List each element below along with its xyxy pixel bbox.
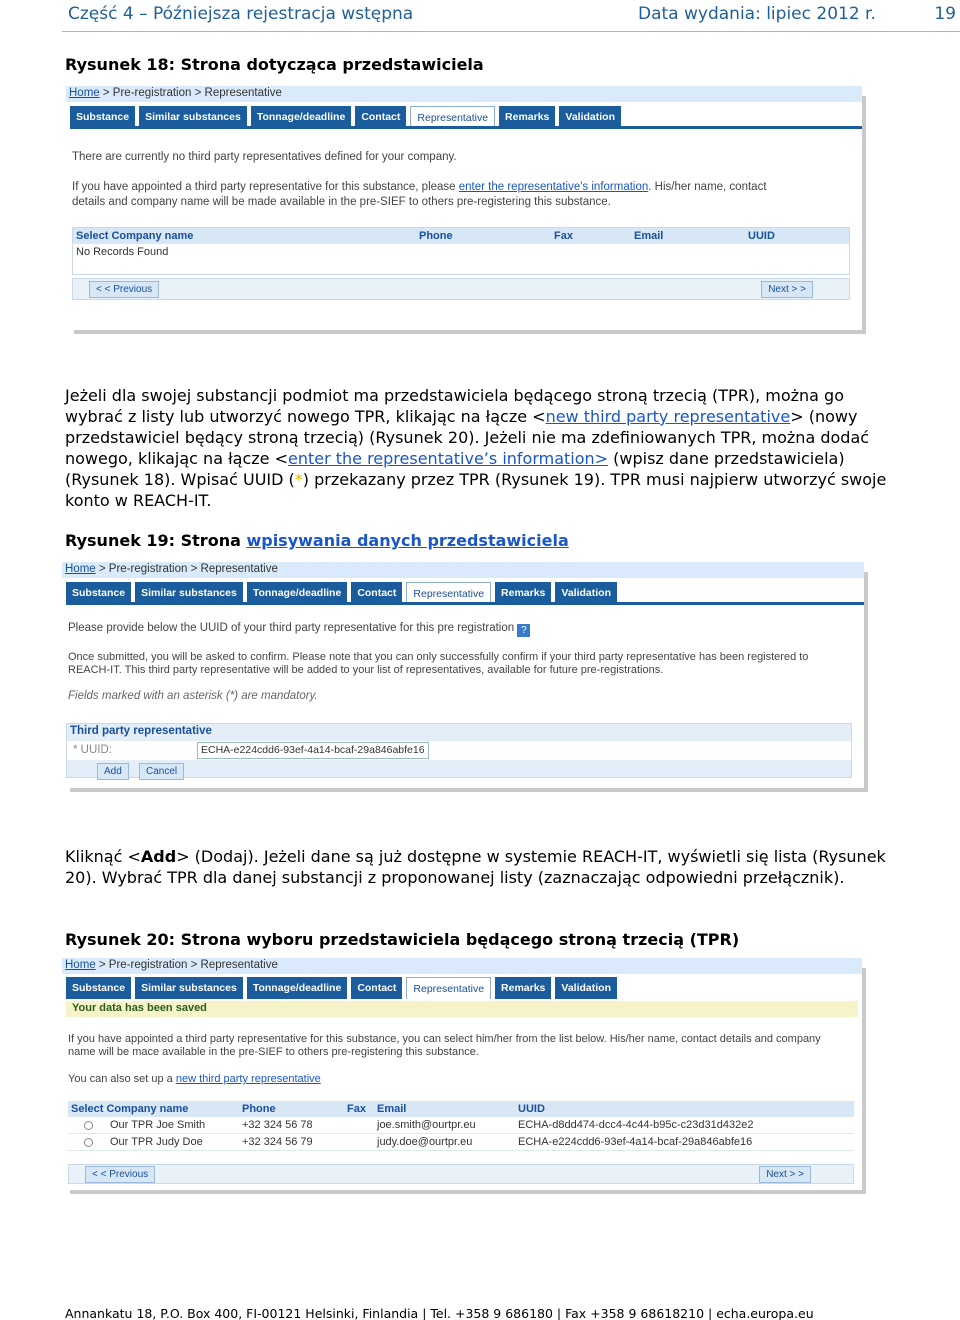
- breadcrumb: Home > Pre-registration > Representative: [62, 562, 864, 578]
- figure-18-caption: Rysunek 18: Strona dotycząca przedstawiciela: [65, 55, 484, 74]
- tab-remarks[interactable]: Remarks: [495, 582, 551, 604]
- info-text: If you have appointed a third party representative for this substance, please enter the representative's information. His/her name, contact: [72, 181, 767, 193]
- tab-tonnage-deadline[interactable]: Tonnage/deadline: [247, 977, 347, 999]
- new-tpr-link[interactable]: new third party representative: [175, 1073, 321, 1085]
- tab-underline: [70, 126, 862, 129]
- enter-representative-link[interactable]: enter the representative's information: [458, 181, 649, 193]
- breadcrumb-home[interactable]: Home: [65, 563, 96, 575]
- confirm-note-2: REACH-IT. This third party representative will be added to your list of representatives, available for future pre-registrations.: [68, 664, 664, 676]
- mandatory-note: Fields marked with an asterisk (*) are mandatory.: [68, 690, 318, 702]
- tab-remarks[interactable]: Remarks: [499, 106, 555, 128]
- paragraph-2: Kliknąć <Add> (Dodaj). Jeżeli dane są już dostępne w systemie REACH-IT, wyświetli się lista (Rysunek 20). Wybrać TPR dla danej substancji z proponowanej listy (zaznaczając odpowiedni przełącznik).: [65, 847, 886, 887]
- breadcrumb: Home > Pre-registration > Representative: [62, 958, 862, 974]
- figure-20-caption: Rysunek 20: Strona wyboru przedstawiciela będącego stroną trzecią (TPR): [65, 930, 740, 949]
- saved-banner: Your data has been saved: [66, 1001, 858, 1017]
- tab-contact[interactable]: Contact: [355, 106, 406, 128]
- table-row: No Records Found: [76, 246, 169, 258]
- tab-validation[interactable]: Validation: [555, 977, 617, 999]
- tab-validation[interactable]: Validation: [555, 582, 617, 604]
- header-title: Część 4 – Późniejsza rejestracja wstępna: [68, 4, 414, 24]
- tab-tonnage-deadline[interactable]: Tonnage/deadline: [247, 582, 347, 604]
- tab-contact[interactable]: Contact: [351, 977, 402, 999]
- confirm-note: Once submitted, you will be asked to confirm. Please note that you can only successfully confirm if your third party representative has been registered to: [68, 651, 809, 663]
- next-button[interactable]: Next > >: [761, 281, 813, 298]
- breadcrumb: Home > Pre-registration > Representative: [66, 86, 862, 102]
- figure-20-screenshot: [62, 958, 862, 1190]
- tab-underline: [66, 602, 864, 605]
- add-button[interactable]: Add: [97, 763, 129, 780]
- paragraph-1: Jeżeli dla swojej substancji podmiot ma przedstawiciela będącego stroną trzecią (TPR), można go wybrać z listy lub utworzyć nowego TPR, klikając na łącze <new third party representative> (nowy przedstawiciel będący stroną trzecią) (Rysunek 20). Jeżeli nie ma zdefiniowanych TPR, można dodać nowego, klikając na łącze <enter the representative’s information> (wpisz dane przedstawiciela) (Rysunek 18). Wpisać UUID (*) przekazany przez TPR (Rysunek 19). TPR musi najpierw utworzyć swoje konto w REACH-IT.: [65, 386, 887, 510]
- tab-representative[interactable]: Representative: [406, 977, 491, 999]
- row-radio[interactable]: [84, 1120, 93, 1132]
- tab-bar: [66, 977, 862, 999]
- select-info: If you have appointed a third party representative for this substance, you can select him/her from the list below. His/her name, contact details and company: [68, 1033, 821, 1045]
- pager: [68, 1164, 854, 1184]
- header-date: Data wydania: lipiec 2012 r.: [638, 4, 876, 24]
- form-section-title: Third party representative: [70, 725, 212, 737]
- tab-substance[interactable]: Substance: [66, 977, 131, 999]
- page-footer: Annankatu 18, P.O. Box 400, FI-00121 Helsinki, Finlandia | Tel. +358 9 686180 | Fax +358 9 68618210 | echa.europa.eu: [65, 1306, 814, 1320]
- info-text-2: details and company name will be made available in the pre-SIEF to others pre-registering this substance.: [72, 196, 611, 208]
- tpr-form: [66, 723, 852, 778]
- no-tpr-message: There are currently no third party representatives defined for your company.: [72, 151, 457, 163]
- tab-similar-substances[interactable]: Similar substances: [135, 582, 243, 604]
- tpr-table: [68, 1101, 854, 1151]
- representatives-table: [72, 227, 850, 275]
- tab-validation[interactable]: Validation: [559, 106, 621, 128]
- figure-18-screenshot: [66, 86, 862, 330]
- tab-tonnage-deadline[interactable]: Tonnage/deadline: [251, 106, 351, 128]
- tab-substance[interactable]: Substance: [66, 582, 131, 604]
- cancel-button[interactable]: Cancel: [139, 763, 184, 780]
- page-number: 19: [934, 4, 956, 24]
- uuid-label: * UUID:: [73, 744, 112, 756]
- breadcrumb-home[interactable]: Home: [69, 87, 100, 99]
- row-radio[interactable]: [84, 1137, 93, 1149]
- tab-contact[interactable]: Contact: [351, 582, 402, 604]
- figure-19-screenshot: [62, 562, 864, 788]
- tab-representative[interactable]: Representative: [406, 582, 491, 604]
- page-header: [62, 0, 960, 32]
- tab-representative[interactable]: Representative: [410, 106, 495, 128]
- figure-19-caption: Rysunek 19: Strona wpisywania danych przedstawiciela: [65, 531, 569, 550]
- new-tpr-link[interactable]: new third party representative: [545, 407, 791, 426]
- uuid-input[interactable]: ECHA-e224cdd6-93ef-4a14-bcaf-29a846abfe16: [197, 742, 429, 759]
- breadcrumb-home[interactable]: Home: [65, 959, 96, 971]
- tab-similar-substances[interactable]: Similar substances: [139, 106, 247, 128]
- previous-button[interactable]: < < Previous: [89, 281, 159, 298]
- pager: [72, 278, 850, 300]
- next-button[interactable]: Next > >: [759, 1166, 811, 1183]
- help-icon[interactable]: ?: [517, 624, 530, 637]
- table-header: Select Company name Phone Fax Email UUID: [73, 228, 849, 244]
- new-tpr-line: You can also set up a new third party representative: [68, 1073, 321, 1085]
- uuid-row: [67, 741, 851, 760]
- tab-remarks[interactable]: Remarks: [495, 977, 551, 999]
- table-row[interactable]: Our TPR Joe Smith +32 324 56 78 joe.smith@ourtpr.eu ECHA-d8dd474-dcc4-4c44-b95c-c23d31d432e2: [68, 1117, 854, 1134]
- figure-19-caption-link[interactable]: wpisywania danych przedstawiciela: [246, 531, 569, 550]
- table-header: Select Company name Phone Fax Email UUID: [68, 1101, 854, 1117]
- table-row[interactable]: Our TPR Judy Doe +32 324 56 79 judy.doe@ourtpr.eu ECHA-e224cdd6-93ef-4a14-bcaf-29a846abfe16: [68, 1134, 854, 1151]
- tab-substance[interactable]: Substance: [70, 106, 135, 128]
- enter-representative-info-link[interactable]: enter the representative’s information>: [287, 449, 609, 468]
- select-info-2: name will be mace available in the pre-SIEF to others pre-registering this substance.: [68, 1046, 479, 1058]
- tab-similar-substances[interactable]: Similar substances: [135, 977, 243, 999]
- tab-bar: [66, 582, 864, 604]
- tab-bar: [70, 106, 862, 128]
- uuid-instructions: Please provide below the UUID of your third party representative for this pre registration ?: [68, 621, 530, 637]
- previous-button[interactable]: < < Previous: [85, 1166, 155, 1183]
